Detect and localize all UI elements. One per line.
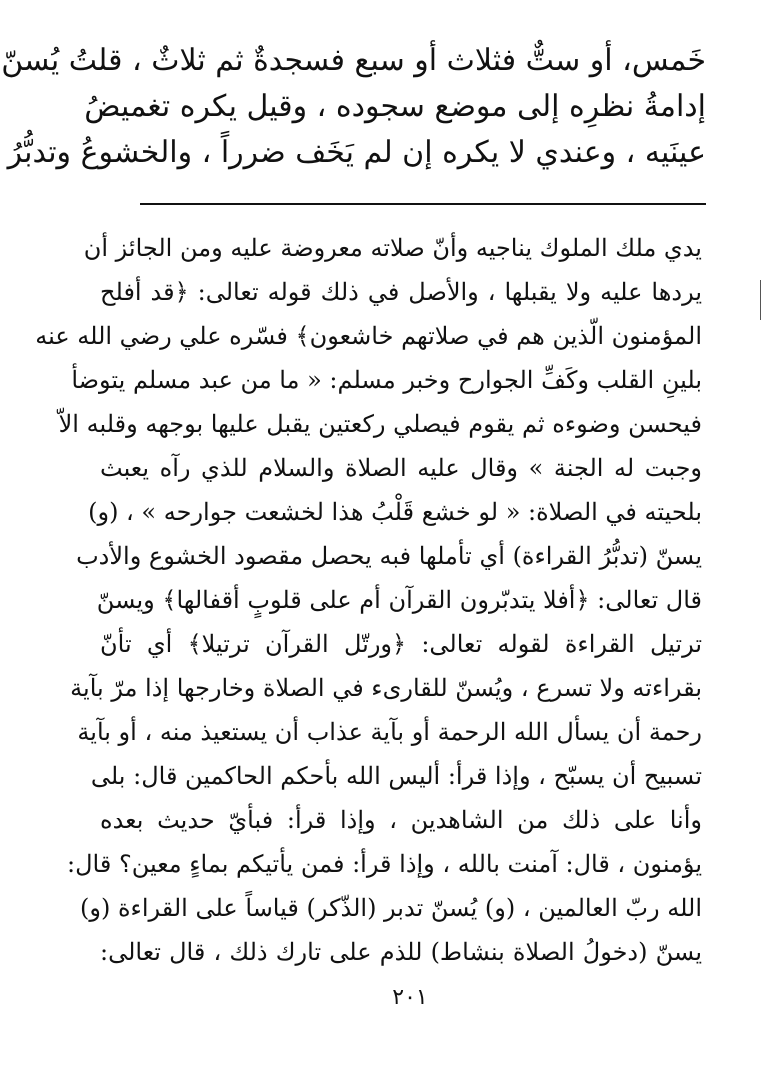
- page-edge-mark: [760, 280, 761, 320]
- commentary-line: المؤمنون الّذين هم في صلاتهم خاشعون﴾ فسّره علي رضي الله عنه: [35, 322, 702, 350]
- commentary-line: يسنّ (تدبُّرُ القراءة) أي تأملها فبه يحصل مقصود الخشوع والأدب: [76, 542, 702, 570]
- commentary-block: [35, 226, 702, 974]
- commentary-line: بقراءته ولا تسرع ، ويُسنّ للقارىء في الصلاة وخارجها إذا مرّ بآية: [70, 674, 702, 702]
- main-text-line: خَمس، أو ستٌّ فثلاث أو سبع فسجدةٌ ثم ثلاثٌ ، قلتُ يُسنّ: [1, 43, 706, 78]
- commentary-line: ترتيل القراءة لقوله تعالى: ﴿ورتّل القرآن ترتيلا﴾ أي تأنّ: [100, 630, 702, 658]
- main-text-line: إدامةُ نظرِه إلى موضع سجوده ، وقيل يكره تغميضُ: [84, 89, 706, 124]
- commentary-line: رحمة أن يسأل الله الرحمة أو بآية عذاب أن يستعيذ منه ، أو بآية: [77, 718, 702, 746]
- commentary-line: تسبيح أن يسبّح ، وإذا قرأ: أليس الله بأحكم الحاكمين قال: بلى: [90, 762, 702, 790]
- main-text-block: [1, 38, 706, 176]
- commentary-line: يردها عليه ولا يقبلها ، والأصل في ذلك قوله تعالى: ﴿قد أفلح: [100, 278, 702, 306]
- commentary-line: وأنا على ذلك من الشاهدين ، وإذا قرأ: فبأيّ حديث بعده: [100, 806, 702, 834]
- commentary-line: وجبت له الجنة » وقال عليه الصلاة والسلام للذي رآه يعبث: [100, 454, 702, 482]
- commentary-line: يؤمنون ، قال: آمنت بالله ، وإذا قرأ: فمن يأتيكم بماءٍ معين؟ قال:: [67, 850, 702, 878]
- commentary-line: فيحسن وضوءه ثم يقوم فيصلي ركعتين يقبل عليها بوجهه وقلبه الاّ: [58, 410, 702, 438]
- main-text-line: عينَيه ، وعندي لا يكره إن لم يَخَف ضرراً ، والخشوعُ وتدبُّرُ: [7, 135, 706, 170]
- commentary-line: الله ربّ العالمين ، (و) يُسنّ تدبر (الذّكر) قياساً على القراءة (و): [80, 894, 702, 922]
- page-number: ٢٠١: [392, 985, 428, 1010]
- commentary-line: بلحيته في الصلاة: « لو خشع قَلْبُ هذا لخشعت جوارحه » ، (و): [88, 498, 702, 526]
- commentary-line: يدي ملك الملوك يناجيه وأنّ صلاته معروضة عليه ومن الجائز أن: [83, 234, 702, 262]
- commentary-line: بلينِ القلب وكَفِّ الجوارح وخبر مسلم: « ما من عبد مسلم يتوضأ: [71, 366, 702, 394]
- commentary-line: يسنّ (دخولُ الصلاة بنشاط) للذم على تارك ذلك ، قال تعالى:: [100, 938, 702, 966]
- commentary-line: قال تعالى: ﴿أفلا يتدبّرون القرآن أم على قلوبٍ أقفالها﴾ ويسنّ: [96, 586, 702, 614]
- section-divider: [140, 203, 706, 205]
